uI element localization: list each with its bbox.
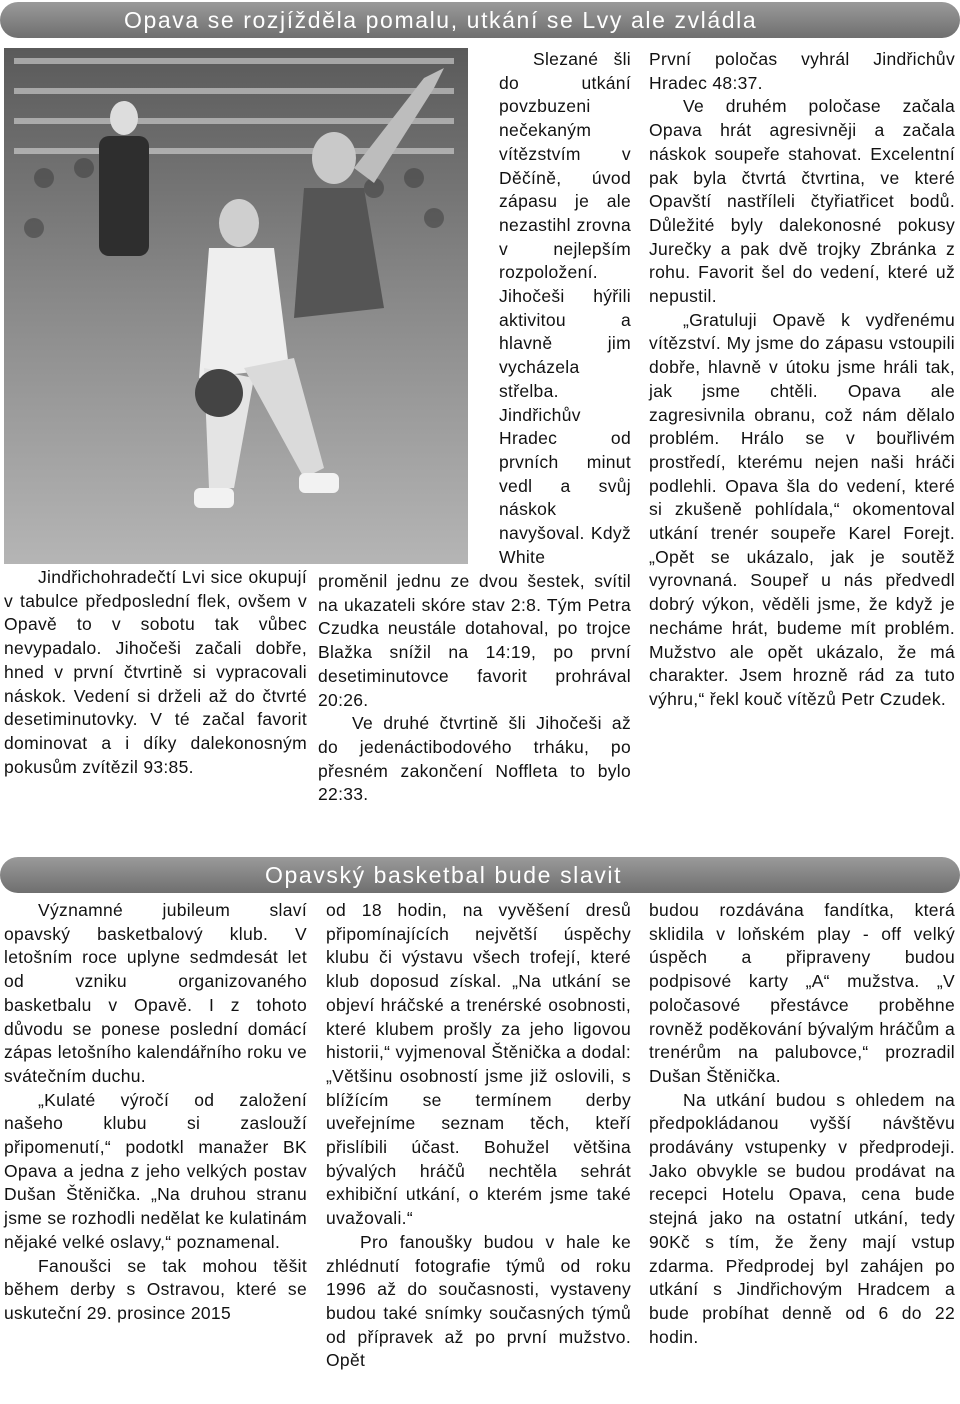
basketball-photo xyxy=(4,48,468,564)
article1-paragraph: První poločas vyhrál Jindřichův Hradec 48:37. xyxy=(649,49,955,93)
article2-paragraph: Na utkání budou s ohledem na předpokládanou vyšší návštěvu prodávány vstupenky v předprodeji. Jako obvykle se budou prodávat na recepci Hotelu Opava, cena bude stejná jako na ostatní utkání, tedy 90Kč s tím, že ženy mají vstup zdarma. Předprodej byl zahájen po utkání s Jindřichovým Hradcem a bude probíhat denně od 6 do 22 hodin. xyxy=(649,1089,955,1347)
article2-paragraph: „Kulaté výročí od založení našeho klubu si zaslouží připomenutí,“ podotkl manažer BK Opava a jedna z jeho velkých postav Dušan Štěnička. „Na druhou stranu jsme se rozhodli nedělat ke kulatinám nějaké velké oslavy,“ poznamenal. xyxy=(4,1089,307,1252)
article1-headline: Opava se rozjížděla pomalu, utkání se Lvy ale zvládla xyxy=(0,2,960,38)
article1-paragraph: Jindřichohradečtí Lvi sice okupují v tabulce předposlední flek, ovšem v Opavě to v sobotu tak vůbec nevypadalo. Jihočeši začali dobře, hned v první čtvrtině si vypracovali náskok. Vedení si drželi až do čtvrté desetiminutovky. V té začal favorit dominovat a i díky dalekonosným pokusům zvítězil 93:85. xyxy=(4,567,307,777)
article2-paragraph: Významné jubileum slaví opavský basketbalový klub. V letošním roce uplyne sedmdesát let od vzniku organizovaného basketbalu v Opavě. I z tohoto důvodu se ponese poslední domácí zápas letošního kalendářního roku ve svátečním duchu. xyxy=(4,900,307,1086)
article1-paragraph: Slezané šli do utkání povzbuzeni nečekaným vítězstvím v Děčíně, úvod zápasu je ale nezastihl zrovna v nejlepším rozpoložení. Jihočeši hýřili aktivitou a hlavně jim vycházela střelba. Jindřichův Hradec od prvních minut vedl a svůj náskok navyšoval. Když White xyxy=(499,49,631,567)
photo-illustration xyxy=(4,48,468,564)
article2-paragraph: budou rozdávána fandítka, která sklidila v loňském play - off velký úspěch a připraveny budou podpisové karty „A“ mužstva. „V poločasové přestávce proběhne rovněž poděkování bývalým hráčům a trenérům na palubovce,“ prozradil Dušan Štěnička. xyxy=(649,900,955,1086)
article1-column-2-bottom xyxy=(318,570,631,807)
article1-column-2-top xyxy=(499,48,631,569)
article2-column-2 xyxy=(326,899,631,1373)
article1-paragraph: „Gratuluji Opavě k vydřenému vítězství. My jsme do zápasu vstoupili dobře, hlavně v útoku jsme hráli tak, jak jsme chtěli. Opava ale zagresivnila obranu, což nám dělalo problém. Hrálo se v bouřlivém prostředí, kterému nejen naši hráči podlehli. Opava šla do vedení, které si zkušeně pohlídala,“ okomentoval utkání trenér soupeře Karel Forejt. „Opět se ukázalo, jak je soutěž vyrovnaná. Soupeř u nás předvedl dobrý výkon, věděli jsme, že když je necháme hrát, budeme mít problém. Mužstvo ale opět ukázalo, že má charakter. Jsem hrozně rád za tuto výhru,“ řekl kouč vítězů Petr Czudek. xyxy=(649,309,955,709)
article1-column-1 xyxy=(4,566,307,779)
article2-column-3 xyxy=(649,899,955,1349)
article2-column-1 xyxy=(4,899,307,1326)
article1-column-3 xyxy=(649,48,955,712)
article1-paragraph: Ve druhé čtvrtině šli Jihočeši až do jedenáctibodového trháku, po přesném zakončení Noffleta to bylo 22:33. xyxy=(318,713,631,805)
article2-paragraph: od 18 hodin, na vyvěšení dresů připomínajících největší úspěchy klubu či výstavu všech trofejí, které klub doposud získal. „Na utkání se objeví hráčské a trenérské osobnosti, které klubem prošly za jeho ligovou historii,“ vyjmenoval Štěnička a dodal: „Většinu osobností jsme již oslovili, s blížícím se termínem derby uveřejníme seznam těch, kteří přislíbili účast. Bohužel většina bývalých hráčů nechtěla sehrát exhibiční utkání, o kterém jsme také uvažovali.“ xyxy=(326,900,631,1229)
article2-paragraph: Pro fanoušky budou v hale ke zhlédnutí fotografie týmů od roku 1996 až do současnosti, vystaveny budou také snímky současných týmů od přípravek až po první mužstvo. Opět xyxy=(326,1231,631,1371)
article1-paragraph: proměnil jednu ze dvou šestek, svítil na ukazateli skóre stav 2:8. Tým Petra Czudka neustále dotahoval, po trojce Blažka snížil na 14:19, po první desetiminutovce favorit prohrával 20:26. xyxy=(318,571,631,710)
article2-headline: Opavský basketbal bude slavit xyxy=(0,857,960,893)
article1-paragraph: Ve druhém poločase začala Opava hrát agresivněji a začala náskok soupeře stahovat. Excelentní pak byla čtvrtá čtvrtina, ve které Opavští nastříleli čtyřiatřicet bodů. Důležité byly dalekonosné pokusy Jurečky a pak dvě trojky Zbránka z rohu. Favorit šel do vedení, které už nepustil. xyxy=(649,96,955,307)
article2-paragraph: Fanoušci se tak mohou těšit během derby s Ostravou, které se uskuteční 29. prosince 2015 xyxy=(4,1255,307,1323)
